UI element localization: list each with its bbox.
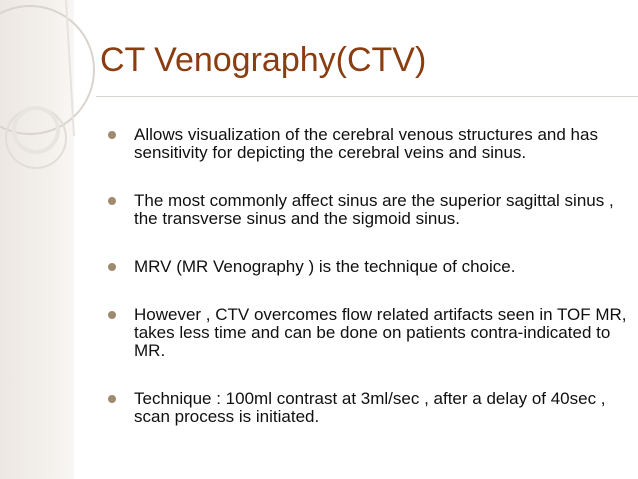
- bullet-item: [106, 192, 628, 228]
- bullet-item: [106, 306, 628, 360]
- bullet-text: The most commonly affect sinus are the superior sagittal sinus , the transverse sinus and the sigmoid sinus.: [134, 191, 614, 228]
- bullet-icon: [108, 395, 116, 403]
- bullet-list: [106, 126, 628, 426]
- title-divider: [96, 96, 638, 97]
- bullet-icon: [108, 263, 116, 271]
- bullet-item: [106, 390, 628, 426]
- bullet-text: However , CTV overcomes flow related artifacts seen in TOF MR, takes less time and can be done on patients contra-indicated to MR.: [134, 305, 627, 360]
- bullet-icon: [108, 197, 116, 205]
- decorative-circle-large: [0, 6, 94, 134]
- slide-title: CT Venography(CTV): [100, 41, 427, 79]
- bullet-icon: [108, 131, 116, 139]
- bullet-text: Allows visualization of the cerebral venous structures and has sensitivity for depicting the cerebral veins and sinus.: [134, 125, 598, 162]
- bullet-item: [106, 126, 628, 162]
- bullet-item: [106, 258, 628, 276]
- bullet-icon: [108, 311, 116, 319]
- bullet-text: Technique : 100ml contrast at 3ml/sec , after a delay of 40sec , scan process is initiated.: [134, 389, 606, 426]
- bullet-text: MRV (MR Venography ) is the technique of choice.: [134, 257, 516, 276]
